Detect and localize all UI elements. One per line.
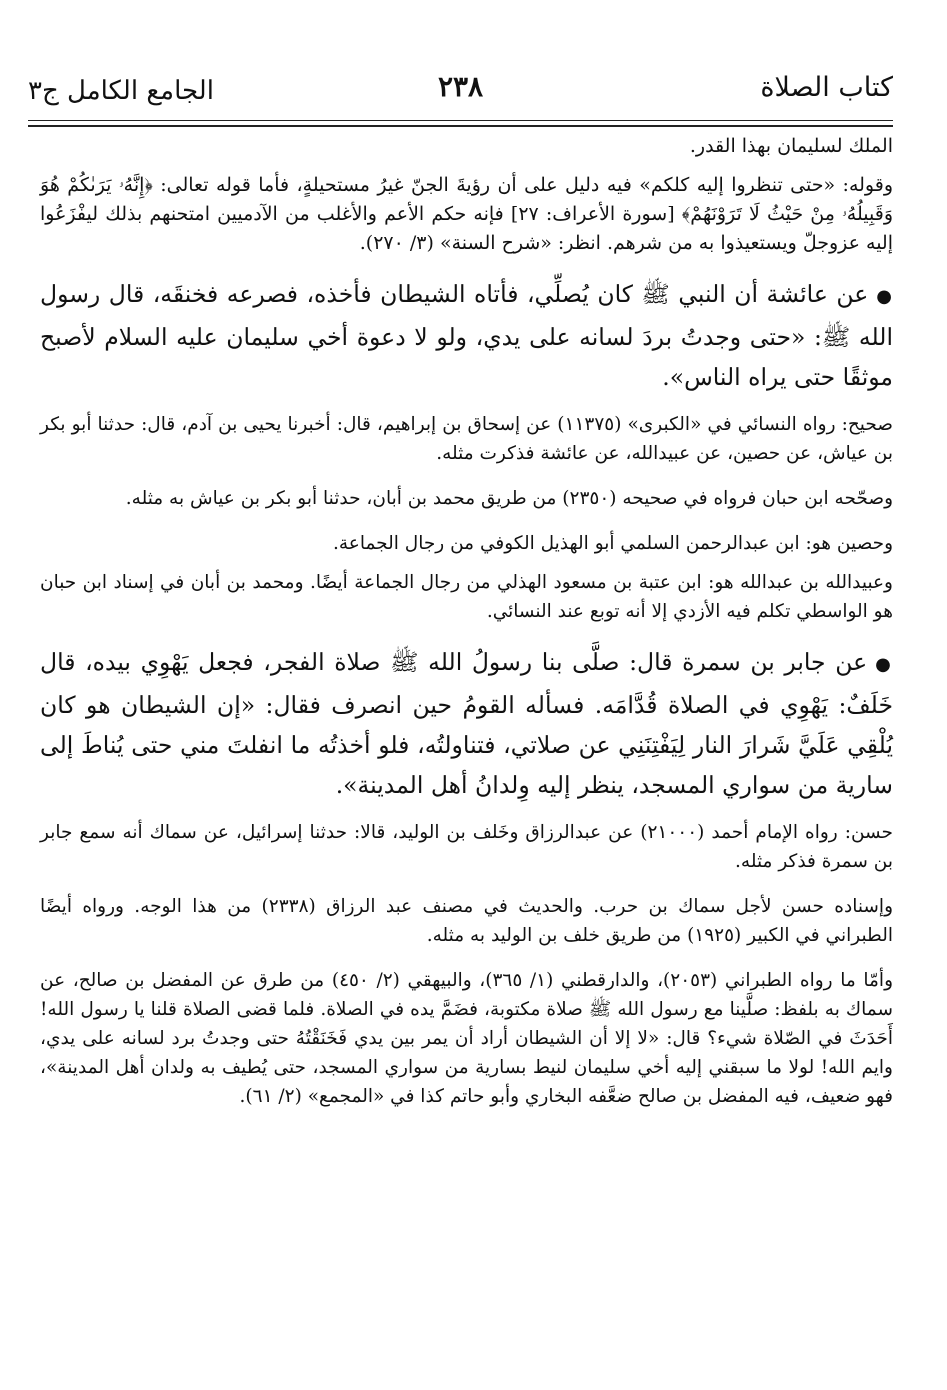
paragraph-hadith bbox=[40, 274, 893, 397]
paragraph-note: صحيح: رواه النسائي في «الكبرى» (١١٣٧٥) عن إسحاق بن إبراهيم، قال: أخبرنا يحيى بن آدم، قال: حدثنا أبو بكر بن عياش، عن حصين، عن عبيدالله، عن عائشة فذكرت مثله. bbox=[40, 414, 894, 464]
paragraph-note: وأمّا ما رواه الطبراني (٢٠٥٣)، والدارقطني (١/ ٣٦٥)، والبيهقي (٢/ ٤٥٠) من طرق عن المفضل بن صالح، عن سماك به بلفظ: صلَّينا مع رسول الله ﷺ صلاة مكتوبة، فضَمَّ يده في الصلاة. فلما قضى الصلاة قلنا يا رسول الله! أَحَدَثَ في الصّلاة شيء؟ قال: «لا إلا أن الشيطان أراد أن يمر بين يدي فَخَنَقْتُهُ حتى وجدتُ برد لسانه على يدي، وايم الله! لولا ما سبقني إليه أخي سليمان لنيط بسارية من سواري المسجد، حتى يُطيف به ولدان أهل المدينة»، فهو ضعيف، فيه المفضل بن صالح ضعَّفه البخاري وأبو حاتم كذا في «المجمع» (٢/ ٦١). bbox=[40, 970, 894, 1107]
hadith-text: عن جابر بن سمرة قال: صلَّى بنا رسولُ الله ﷺ صلاة الفجر، فجعل يَهْوِي بيده، قال خَلَفٌ: يَهْوِي في الصلاة قُدَّامَه. فسأله القومُ حين انصرف فقال: «إن الشيطان هو كان يُلْقِي عَلَيَّ شَرارَ النار لِيَفْتِنَنِي عن صلاتي، فتناولتُه، فلو أخذتُه ما انفلتَ مني حتى يُناطَ إلى سارية من سواري المسجد، ينظر إليه وِلدانُ أهل المدينة». bbox=[40, 648, 893, 799]
bullet-icon: ● bbox=[875, 654, 893, 675]
paragraph-note: وصحّحه ابن حبان فرواه في صحيحه (٢٣٥٠) من طريق محمد بن أبان، حدثنا أبو بكر بن عياش به مثله. bbox=[125, 488, 893, 509]
running-title-section: كتاب الصلاة bbox=[760, 72, 893, 103]
page-body bbox=[40, 132, 893, 1127]
bullet-icon: ● bbox=[876, 286, 893, 307]
paragraph-note: وإسناده حسن لأجل سماك بن حرب. والحديث في مصنف عبد الرزاق (٢٣٣٨) من هذا الوجه. ورواه أيضًا الطبراني في الكبير (١٩٢٥) من طريق خلف بن الوليد به مثله. bbox=[40, 896, 893, 946]
paragraph-note: وحصين هو: ابن عبدالرحمن السلمي أبو الهذيل الكوفي من رجال الجماعة. bbox=[332, 533, 893, 554]
header-rule-thick bbox=[28, 125, 893, 127]
paragraph-note: حسن: رواه الإمام أحمد (٢١٠٠٠) عن عبدالرزاق وخَلف بن الوليد، قالا: حدثنا إسرائيل، عن سماك أنه سمع جابر بن سمرة فذكر مثله. bbox=[40, 822, 893, 872]
paragraph-hadith bbox=[40, 642, 893, 805]
page-number: ٢٣٨ bbox=[437, 70, 484, 103]
paragraph-note: الملك لسليمان بهذا القدر. bbox=[689, 135, 893, 157]
paragraph-note: وعبيدالله بن عبدالله هو: ابن عتبة بن مسعود الهذلي من رجال الجماعة أيضًا. ومحمد بن أبان في إسناد ابن حبان هو الواسطي تكلم فيه الأزدي إلا أنه توبع عند النسائي. bbox=[40, 572, 893, 622]
hadith-text: عن عائشة أن النبي ﷺ كان يُصلِّي، فأتاه الشيطان فأخذه، فصرعه فخنقَه، قال رسول الله ﷺ: «حتى وجدتُ بردَ لسانه على يدي، ولو لا دعوة أخي سليمان عليه السلام لأصبح موثقًا حتى يراه الناس». bbox=[40, 280, 893, 391]
paragraph-note: وقوله: «حتى تنظروا إليه كلكم» فيه دليل على أن رؤيةَ الجنّ غيرُ مستحيلةٍ، فأما قوله تعالى: ﴿إِنَّهُۥ يَرَىٰكُمْ هُوَ وَقَبِيلُهُۥ مِنْ حَيْثُ لَا تَرَوْنَهُمْ﴾ [سورة الأعراف: ٢٧] فإنه حكم الأعم والأغلب من الآدميين امتحنهم بذلك ليفْزَعُوا إليه عزوجلّ ويستعيذوا به من شرهم. انظر: «شرح السنة» (٣/ ٢٧٠). bbox=[40, 174, 894, 254]
running-title-volume: الجامع الكامل ج٣ bbox=[28, 76, 214, 106]
page-header bbox=[28, 68, 893, 118]
header-rule-thin bbox=[28, 120, 893, 121]
